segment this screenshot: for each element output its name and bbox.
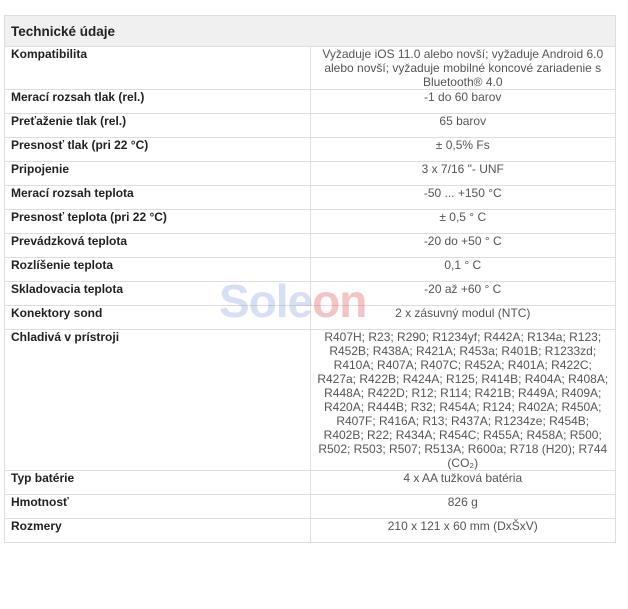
spec-label: Kompatibilita [5,47,311,90]
spec-label: Rozlíšenie teplota [5,258,311,282]
table-title: Technické údaje [5,16,616,47]
spec-value: -1 do 60 barov [310,90,616,114]
spec-value: Vyžaduje iOS 11.0 alebo novší; vyžaduje Android 6.0 alebo novší; vyžaduje mobilné koncové zariadenie s Bluetooth® 4.0 [310,47,616,90]
spec-label: Presnosť teplota (pri 22 °C) [5,210,311,234]
spec-label: Pripojenie [5,162,311,186]
spec-value: -20 do +50 ° C [310,234,616,258]
table-row [5,282,616,306]
table-row [5,210,616,234]
table-row [5,495,616,519]
spec-value: R407H; R23; R290; R1234yf; R442A; R134a; R123; R452B; R438A; R421A; R453a; R401B; R1233zd; R410A; R407A; R407C; R452A; R401A; R422C; R427a; R422B; R424A; R125; R414B; R404A; R408A; R448A; R422D; R12; R114; R421B; R449A; R409A; R420A; R444B; R32; R454A; R124; R402A; R450A; R407F; R416A; R13; R437A; R1234ze; R454B; R402B; R22; R434A; R454C; R455A; R458A; R500; R502; R503; R507; R513A; R600a; R718 (H20); R744 (CO₂) [310,330,616,471]
table-row [5,519,616,543]
spec-value: 65 barov [310,114,616,138]
spec-label: Presnosť tlak (pri 22 °C) [5,138,311,162]
spec-value: 826 g [310,495,616,519]
table-row [5,162,616,186]
table-row [5,47,616,90]
spec-value: -50 ... +150 °C [310,186,616,210]
watermark-part1: Sole [219,275,313,327]
spec-value: ± 0,5 ° C [310,210,616,234]
specs-section [4,15,616,543]
spec-label: Hmotnosť [5,495,311,519]
spec-label: Merací rozsah teplota [5,186,311,210]
spec-label: Rozmery [5,519,311,543]
table-row [5,234,616,258]
spec-value: 3 x 7/16 "- UNF [310,162,616,186]
spec-value: 210 x 121 x 60 mm (DxŠxV) [310,519,616,543]
spec-label: Skladovacia teplota [5,282,311,306]
table-row [5,186,616,210]
spec-value: -20 až +60 ° C [310,282,616,306]
table-row [5,138,616,162]
spec-value: ± 0,5% Fs [310,138,616,162]
spec-value: 2 x zásuvný modul (NTC) [310,306,616,330]
watermark-part2: on [312,275,367,327]
table-row [5,114,616,138]
spec-label: Konektory sond [5,306,311,330]
spec-value: 4 x AA tužková batéria [310,471,616,495]
table-row [5,330,616,471]
table-row [5,306,616,330]
spec-label: Chladivá v prístroji [5,330,311,471]
spec-label: Merací rozsah tlak (rel.) [5,90,311,114]
table-row [5,471,616,495]
specs-table [4,15,616,543]
table-row [5,90,616,114]
spec-label: Typ batérie [5,471,311,495]
table-row [5,258,616,282]
spec-label: Prevádzková teplota [5,234,311,258]
spec-value: 0,1 ° C [310,258,616,282]
spec-label: Preťaženie tlak (rel.) [5,114,311,138]
